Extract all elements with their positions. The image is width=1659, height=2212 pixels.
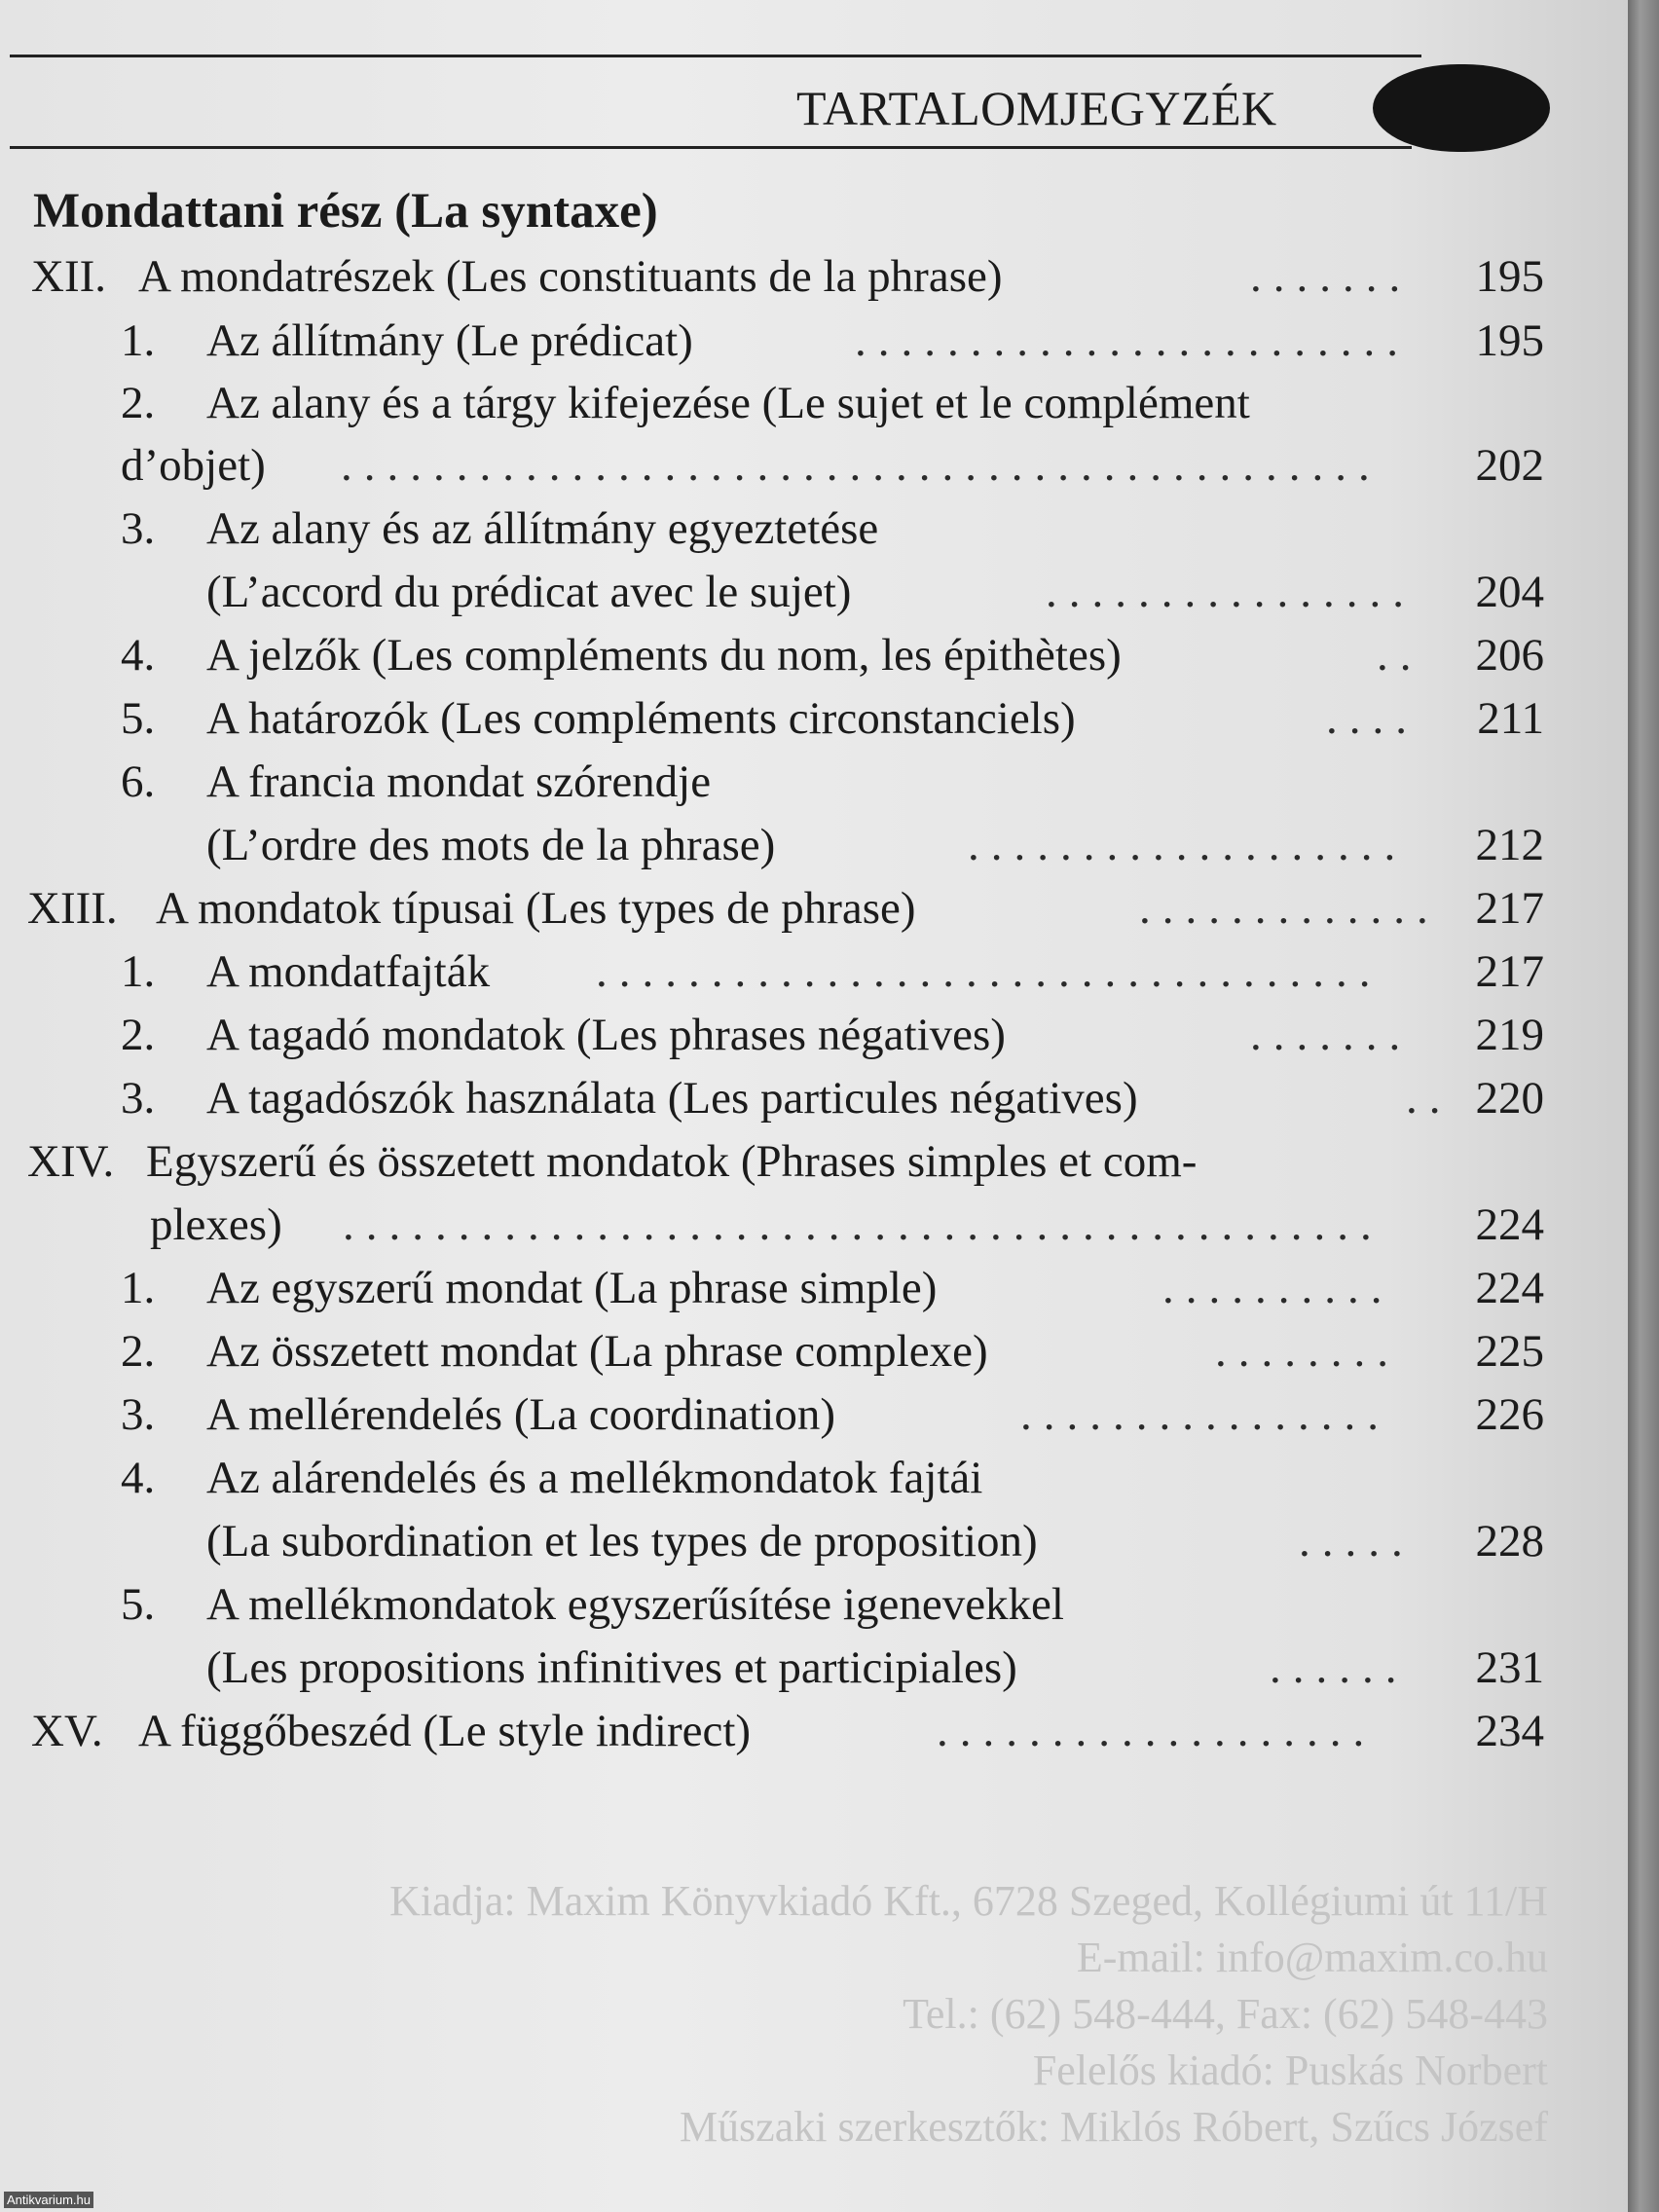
toc-entry-title: d’objet): [121, 440, 266, 491]
toc-entry-page: 217: [1475, 946, 1544, 997]
toc-entry-page: 228: [1475, 1516, 1544, 1567]
toc-entry-title: A francia mondat szórendje: [206, 756, 712, 807]
toc-entry-page: 231: [1475, 1642, 1544, 1693]
toc-entry-title: A mellékmondatok egyszerűsítése igenevekkel: [206, 1579, 1064, 1630]
toc-entry-number: 5.: [121, 693, 156, 744]
site-watermark: Antikvarium.hu: [4, 2192, 93, 2208]
toc-entry-page: 195: [1475, 315, 1544, 366]
toc-entry: [0, 1067, 1558, 1129]
imprint-line: Kiadja: Maxim Könyvkiadó Kft., 6728 Szeged, Kollégiumi út 11/H: [389, 1877, 1548, 1925]
dot-leader: ........: [1215, 1326, 1400, 1377]
toc-entry-title: plexes): [150, 1199, 282, 1250]
toc-entry-title: A mondatok típusai (Les types de phrase): [156, 883, 916, 934]
toc-entry: [0, 1004, 1558, 1066]
toc-entry-page: 224: [1475, 1199, 1544, 1250]
dot-leader: ....: [1326, 693, 1419, 744]
toc-entry-title: (L’ordre des mots de la phrase): [206, 820, 776, 870]
toc-entry-page: 212: [1475, 820, 1544, 870]
dot-leader: ..: [1406, 1073, 1453, 1124]
toc-entry: [0, 751, 1558, 813]
dot-leader: ................: [1020, 1389, 1390, 1440]
toc-entry-page: 204: [1475, 567, 1544, 617]
toc-entry-page: 224: [1475, 1263, 1544, 1313]
toc-entry-page: 195: [1475, 251, 1544, 302]
imprint-line: E-mail: info@maxim.co.hu: [1076, 1934, 1548, 1981]
toc-entry-page: 226: [1475, 1389, 1544, 1440]
dot-leader: ................: [1046, 567, 1416, 617]
toc-entry: [0, 1510, 1558, 1572]
toc-entry-title: (L’accord du prédicat avec le sujet): [206, 567, 852, 617]
toc-entry-title: A mondatrészek (Les constituants de la phrase): [138, 251, 1003, 302]
toc-entry-title: A jelzők (Les compléments du nom, les épithètes): [206, 630, 1122, 681]
toc-entry-number: 2.: [121, 1010, 156, 1060]
toc-entry-page: 225: [1475, 1326, 1544, 1377]
toc-entry: [0, 877, 1558, 940]
toc-entry-title: Az alany és a tárgy kifejezése (Le sujet et le complément: [206, 378, 1250, 428]
page-edge: [1628, 0, 1659, 2212]
toc-entry: [0, 561, 1558, 623]
toc-entry-page: 206: [1475, 630, 1544, 681]
toc-entry-title: A határozók (Les compléments circonstanciels): [206, 693, 1076, 744]
section-title: Mondattani rész (La syntaxe): [33, 184, 658, 239]
toc-entry-number: 3.: [121, 1389, 156, 1440]
toc-entry-page: 202: [1475, 440, 1544, 491]
dot-leader: .....: [1299, 1516, 1415, 1567]
toc-entry-number: XIII.: [27, 883, 118, 934]
toc-entry-number: 4.: [121, 1453, 156, 1503]
toc-entry-title: A függőbeszéd (Le style indirect): [138, 1706, 752, 1756]
toc-entry-number: XII.: [31, 251, 106, 302]
toc-entry: [0, 1573, 1558, 1636]
toc-entry-title: Az alárendelés és a mellékmondatok fajtái: [206, 1453, 983, 1503]
toc-entry-title: A mondatfajták: [206, 946, 491, 997]
dot-leader: ...................: [937, 1706, 1377, 1756]
toc-entry: [0, 1320, 1558, 1382]
toc-entry-title: A tagadó mondatok (Les phrases négatives): [206, 1010, 1006, 1060]
toc-entry-title: Az összetett mondat (La phrase complexe): [206, 1326, 988, 1377]
imprint-line: Tel.: (62) 548-444, Fax: (62) 548-443: [903, 1990, 1548, 2038]
toc-entry-title: A mellérendelés (La coordination): [206, 1389, 835, 1440]
toc-entry-title: Az állítmány (Le prédicat): [206, 315, 693, 366]
toc-entry-number: 1.: [121, 1263, 156, 1313]
toc-entry: [0, 624, 1558, 686]
toc-entry: [0, 245, 1558, 308]
toc-entry-title: A tagadószók használata (Les particules négatives): [206, 1073, 1138, 1124]
toc-entry-number: 1.: [121, 315, 156, 366]
toc-entry: [0, 1700, 1558, 1762]
dot-leader: ......: [1270, 1642, 1409, 1693]
toc-entry-page: 234: [1475, 1706, 1544, 1756]
toc-entry-number: 2.: [121, 1326, 156, 1377]
dot-leader: .............................................: [341, 440, 1382, 491]
toc-entry-page: 219: [1475, 1010, 1544, 1060]
dot-leader: .......: [1250, 1010, 1413, 1060]
toc-entry: [0, 434, 1558, 497]
toc-entry-number: 3.: [121, 503, 156, 554]
toc-entry-number: XIV.: [27, 1136, 115, 1187]
toc-entry-number: 4.: [121, 630, 156, 681]
toc-entry: [0, 940, 1558, 1003]
toc-entry: [0, 1130, 1558, 1193]
toc-entry-title: Az egyszerű mondat (La phrase simple): [206, 1263, 938, 1313]
imprint-line: Műszaki szerkesztők: Miklós Róbert, Szűcs József: [679, 2103, 1548, 2151]
toc-entry: [0, 1447, 1558, 1509]
running-header: TARTALOMJEGYZÉK: [796, 81, 1277, 135]
toc-entry: [0, 310, 1558, 372]
toc-entry-number: 5.: [121, 1579, 156, 1630]
dot-leader: ..........: [1162, 1263, 1394, 1313]
toc-entry-title: Az alany és az állítmány egyeztetése: [206, 503, 879, 554]
toc-entry: [0, 1637, 1558, 1699]
toc-entry-number: 1.: [121, 946, 156, 997]
toc-entry: [0, 1194, 1558, 1256]
toc-entry: [0, 687, 1558, 750]
toc-entry-title: Egyszerű és összetett mondatok (Phrases simples et com-: [146, 1136, 1198, 1187]
dot-leader: ........................: [855, 315, 1410, 366]
dot-leader: ..: [1377, 630, 1423, 681]
imprint-line: Felelős kiadó: Puskás Norbert: [1032, 2046, 1548, 2094]
toc-entry-number: 3.: [121, 1073, 156, 1124]
toc-entry-number: XV.: [31, 1706, 103, 1756]
dot-leader: .............: [1139, 883, 1440, 934]
toc-entry-page: 217: [1475, 883, 1544, 934]
toc-entry: [0, 814, 1558, 876]
toc-entry-number: 2.: [121, 378, 156, 428]
dot-leader: ..................................: [596, 946, 1382, 997]
toc-entry: [0, 1383, 1558, 1446]
show-through-imprint: [0, 1855, 1558, 2212]
dot-leader: .......: [1250, 251, 1413, 302]
toc-entry-page: 220: [1475, 1073, 1544, 1124]
dot-leader: ...................: [968, 820, 1408, 870]
toc-entry: [0, 1257, 1558, 1319]
toc-entry-number: 6.: [121, 756, 156, 807]
dot-leader: .............................................: [343, 1199, 1383, 1250]
toc-entry-title: (La subordination et les types de proposition): [206, 1516, 1038, 1567]
toc-entry: [0, 372, 1558, 434]
toc-entry-title: (Les propositions infinitives et participiales): [206, 1642, 1017, 1693]
toc-entry: [0, 498, 1558, 560]
toc-entry-page: 211: [1477, 693, 1544, 744]
